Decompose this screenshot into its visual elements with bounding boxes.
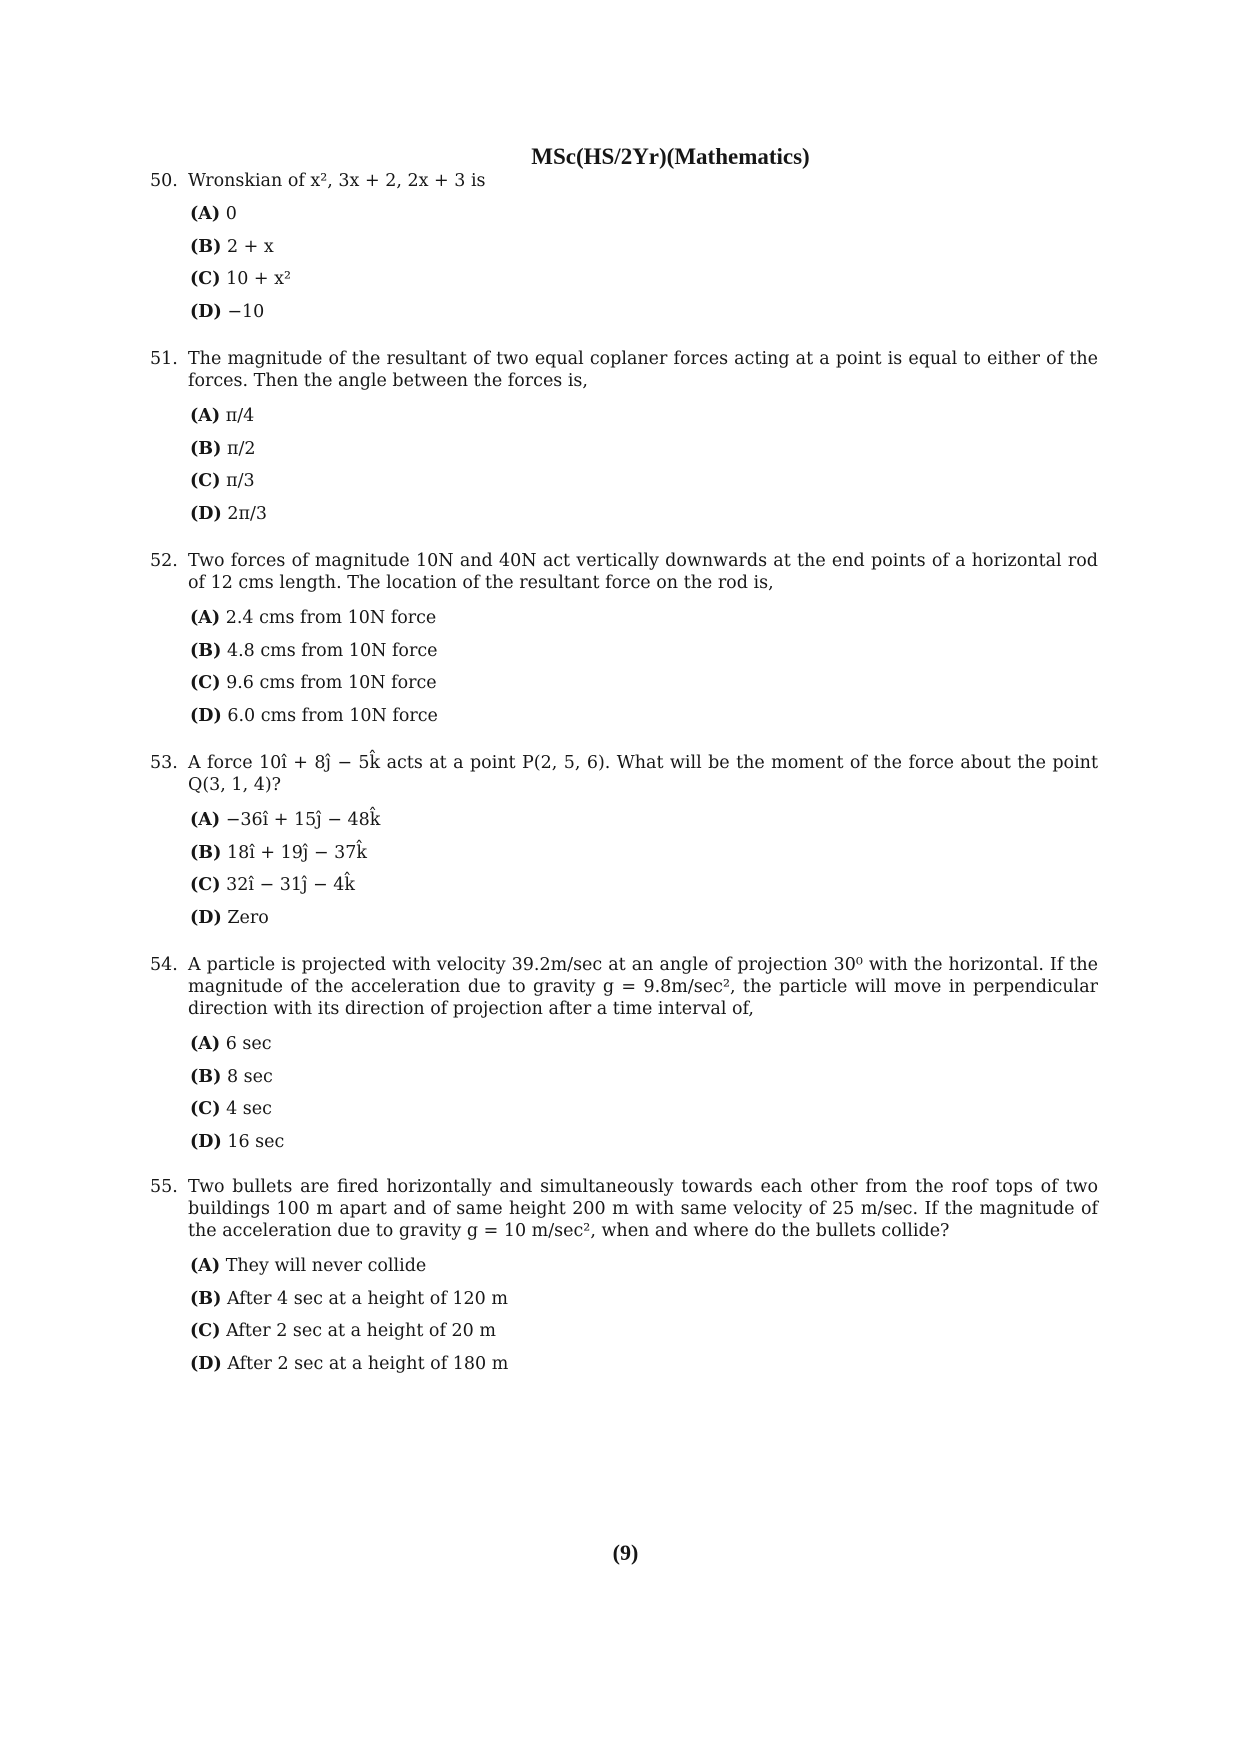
option-text: π/4 (225, 406, 255, 426)
question-51 (150, 348, 1098, 530)
option-text: After 2 sec at a height of 180 m (227, 1353, 509, 1374)
option-b (190, 231, 1098, 264)
option-a (190, 1250, 1098, 1283)
option-text: π/2 (226, 438, 256, 459)
option-text: 2.4 cms from 10N force (225, 608, 437, 628)
question-number: 51. (150, 349, 178, 369)
option-letter: (C) (190, 269, 221, 289)
option-b (190, 433, 1098, 466)
option-text: Zero (227, 907, 269, 928)
question-number: 54. (150, 955, 178, 975)
question-53 (150, 752, 1098, 934)
option-b (190, 635, 1098, 668)
option-text: After 4 sec at a height of 120 m (226, 1288, 508, 1309)
option-text: 18î + 19ĵ − 37k̂ (226, 842, 367, 863)
option-text: 8 sec (226, 1066, 273, 1087)
option-letter: (A) (190, 810, 221, 830)
question-number: 50. (150, 171, 178, 191)
option-letter: (D) (190, 301, 222, 322)
option-letter: (C) (190, 673, 221, 693)
option-letter: (D) (190, 1353, 222, 1374)
option-b (190, 1061, 1098, 1094)
option-d (190, 700, 1098, 733)
option-letter: (D) (190, 705, 222, 726)
option-letter: (B) (190, 236, 222, 257)
option-a (190, 1028, 1098, 1061)
option-text: 10 + x² (226, 269, 292, 289)
option-text: −36î + 15ĵ − 48k̂ (225, 810, 381, 830)
option-text: 4 sec (226, 1099, 272, 1119)
option-text: 0 (225, 204, 237, 224)
option-list (188, 804, 1098, 934)
option-d (190, 296, 1098, 329)
option-letter: (B) (190, 438, 222, 459)
question-text: Wronskian of x², 3x + 2, 2x + 3 is (188, 171, 486, 191)
option-text: 32î − 31ĵ − 4k̂ (226, 875, 355, 895)
option-letter: (A) (190, 204, 221, 224)
question-55 (150, 1176, 1098, 1380)
option-letter: (C) (190, 875, 221, 895)
question-number: 55. (150, 1177, 178, 1197)
option-letter: (A) (190, 608, 221, 628)
question-text: Two bullets are fired horizontally and simultaneously towards each other from the roof tops of two buildings 100 m apart and of same height 200 m with same velocity of 25 m/sec. If the magnitude of the acceleration due to gravity g = 10 m/sec², when and where do the bullets collide? (188, 1177, 1098, 1241)
page-header: MSc(HS/2Yr)(Mathematics) (531, 144, 810, 169)
question-list (150, 170, 1098, 1380)
question-text: The magnitude of the resultant of two equal coplaner forces acting at a point is equal to either of the forces. Then the angle between the forces is, (188, 349, 1098, 391)
option-letter: (D) (190, 503, 222, 524)
option-text: 2π/3 (227, 503, 267, 524)
question-number: 52. (150, 551, 178, 571)
option-c (190, 263, 1098, 296)
question-text: A force 10î + 8ĵ − 5k̂ acts at a point P(2, 5, 6). What will be the moment of the force about the point Q(3, 1, 4)? (188, 753, 1098, 795)
option-letter: (B) (190, 842, 222, 863)
option-text: After 2 sec at a height of 20 m (226, 1321, 496, 1341)
option-text: 6.0 cms from 10N force (227, 705, 438, 726)
option-d (190, 902, 1098, 935)
option-list (188, 1250, 1098, 1380)
option-letter: (D) (190, 907, 222, 928)
option-b (190, 837, 1098, 870)
option-list (188, 1028, 1098, 1158)
option-list (188, 602, 1098, 732)
option-c (190, 869, 1098, 902)
option-text: 16 sec (227, 1131, 285, 1152)
option-letter: (C) (190, 471, 221, 491)
option-text: 6 sec (225, 1034, 272, 1054)
option-c (190, 465, 1098, 498)
question-54 (150, 954, 1098, 1158)
page-number: (9) (612, 1540, 639, 1565)
option-d (190, 1348, 1098, 1381)
option-list (188, 400, 1098, 530)
option-text: −10 (227, 301, 265, 322)
option-text: 9.6 cms from 10N force (226, 673, 437, 693)
option-letter: (B) (190, 1288, 222, 1309)
question-number: 53. (150, 753, 178, 773)
option-text: 4.8 cms from 10N force (226, 640, 438, 661)
option-c (190, 667, 1098, 700)
option-d (190, 498, 1098, 531)
option-letter: (B) (190, 1066, 222, 1087)
question-text: Two forces of magnitude 10N and 40N act vertically downwards at the end points of a horizontal rod of 12 cms length. The location of the resultant force on the rod is, (188, 551, 1098, 593)
option-letter: (A) (190, 1034, 221, 1054)
option-letter: (A) (190, 1256, 221, 1276)
option-d (190, 1126, 1098, 1159)
option-c (190, 1093, 1098, 1126)
option-b (190, 1283, 1098, 1316)
question-52 (150, 550, 1098, 732)
option-text: π/3 (226, 471, 255, 491)
option-a (190, 602, 1098, 635)
option-letter: (D) (190, 1131, 222, 1152)
option-c (190, 1315, 1098, 1348)
option-letter: (A) (190, 406, 221, 426)
question-text: A particle is projected with velocity 39.2m/sec at an angle of projection 30⁰ with the horizontal. If the magnitude of the acceleration due to gravity g = 9.8m/sec², the particle will move in perpendicular direction with its direction of projection after a time interval of, (188, 955, 1098, 1019)
option-text: 2 + x (226, 236, 274, 257)
option-text: They will never collide (225, 1256, 427, 1276)
option-list (188, 198, 1098, 328)
option-letter: (C) (190, 1321, 221, 1341)
question-50 (150, 170, 1098, 328)
option-a (190, 198, 1098, 231)
option-letter: (B) (190, 640, 222, 661)
option-letter: (C) (190, 1099, 221, 1119)
option-a (190, 804, 1098, 837)
option-a (190, 400, 1098, 433)
